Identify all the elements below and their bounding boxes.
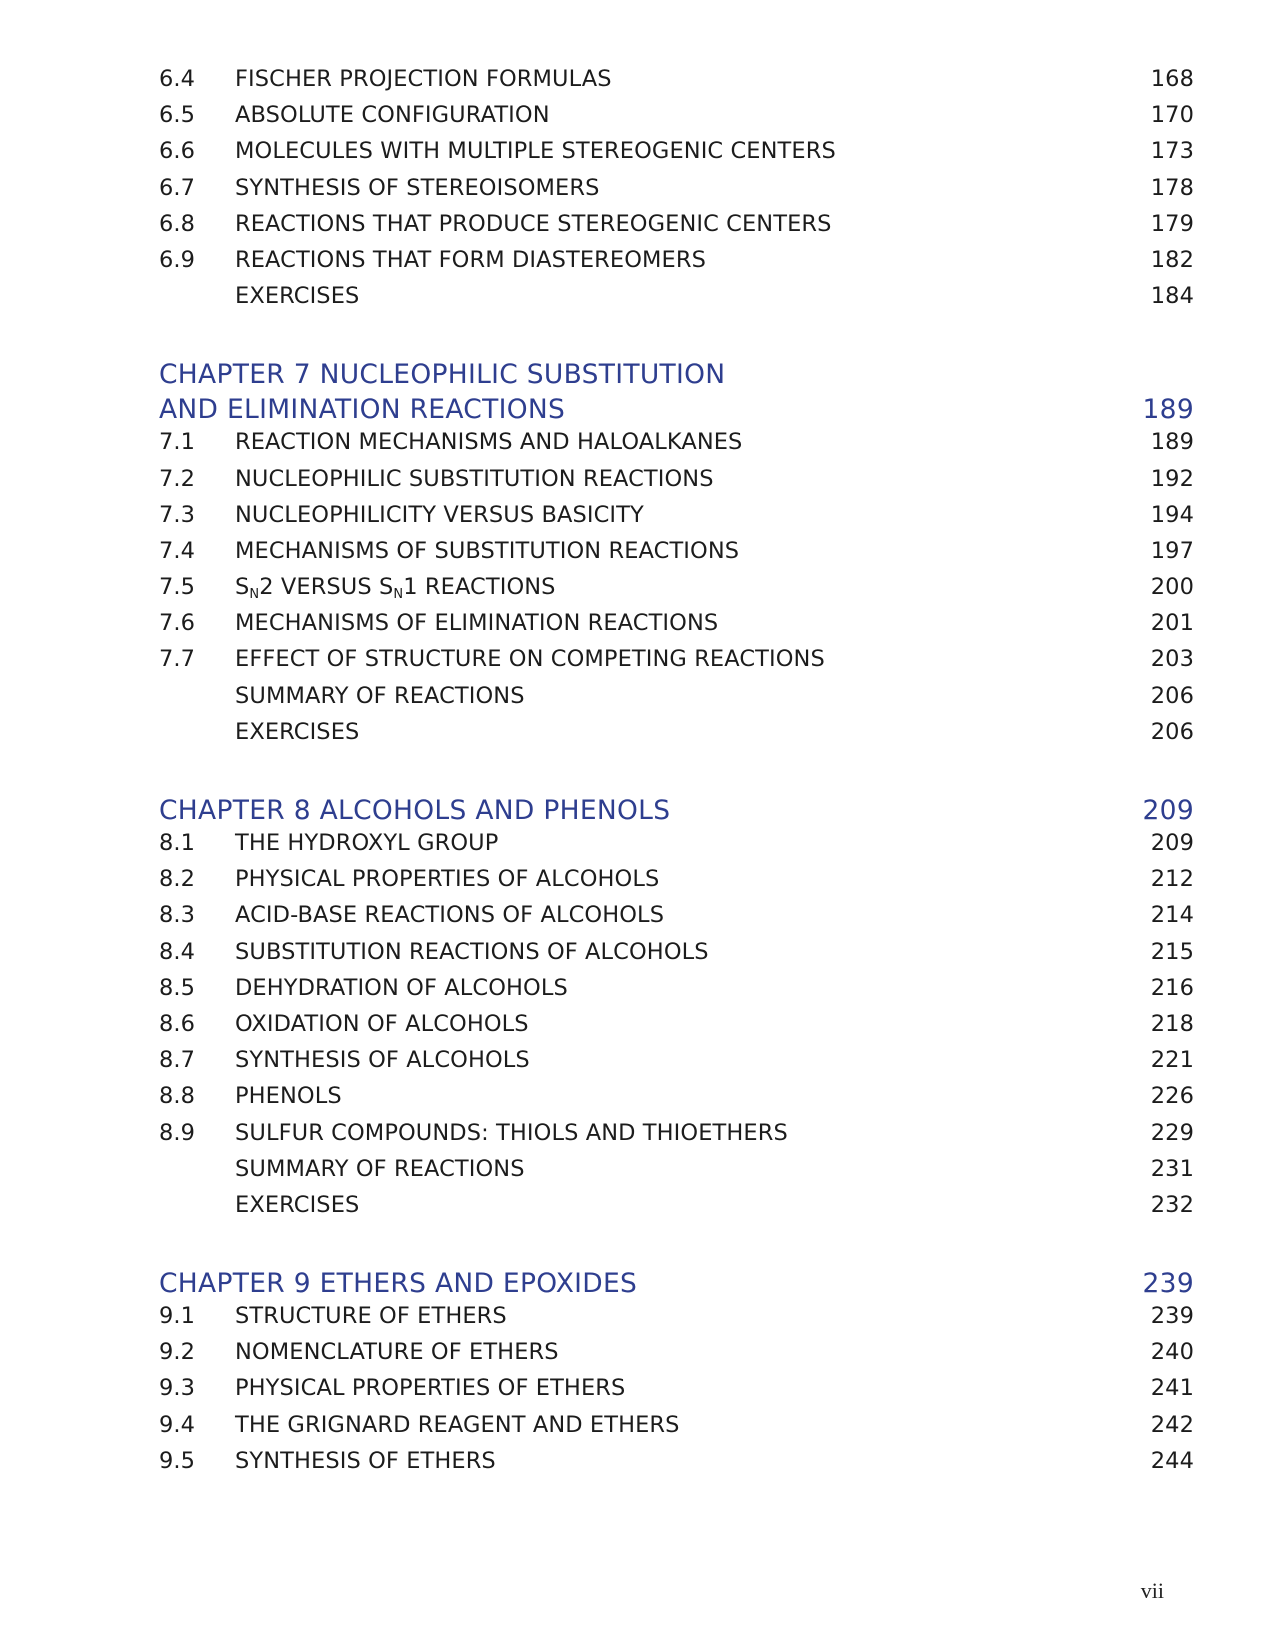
- section-title: NOMENCLATURE OF ETHERS: [235, 1339, 559, 1366]
- toc-entry[interactable]: [159, 1156, 1194, 1192]
- toc-entry[interactable]: [159, 1083, 1194, 1119]
- section-title: ACID-BASE REACTIONS OF ALCOHOLS: [235, 902, 665, 929]
- section-title: SYNTHESIS OF ALCOHOLS: [235, 1047, 530, 1074]
- section-title: MECHANISMS OF SUBSTITUTION REACTIONS: [235, 537, 740, 564]
- section-number: 6.7: [159, 174, 196, 201]
- section-number: 9.3: [159, 1375, 196, 1402]
- toc-entry[interactable]: [159, 574, 1194, 610]
- section-page-number: 239: [1150, 1303, 1194, 1330]
- toc-entry[interactable]: [159, 102, 1194, 138]
- section-number: 6.9: [159, 246, 196, 273]
- chapter-title-line: CHAPTER 9 ETHERS AND EPOXIDES: [159, 1268, 638, 1300]
- section-page-number: 232: [1150, 1191, 1194, 1218]
- toc-entry[interactable]: [159, 1011, 1194, 1047]
- section-number: 8.4: [159, 938, 196, 965]
- section-number: 8.7: [159, 1047, 196, 1074]
- section-page-number: 244: [1150, 1447, 1194, 1474]
- toc-entry[interactable]: [159, 1339, 1194, 1375]
- toc-entry[interactable]: [159, 719, 1194, 755]
- section-page-number: 212: [1150, 866, 1194, 893]
- section-page-number: 226: [1150, 1083, 1194, 1110]
- section-number: 7.1: [159, 429, 196, 456]
- toc-entry[interactable]: [159, 683, 1194, 719]
- section-page-number: 206: [1150, 682, 1194, 709]
- toc-entry[interactable]: [159, 211, 1194, 247]
- section-page-number: 170: [1150, 102, 1194, 129]
- table-of-contents: [159, 66, 1194, 1484]
- section-number: 9.5: [159, 1447, 196, 1474]
- section-title: SYNTHESIS OF ETHERS: [235, 1447, 496, 1474]
- toc-entry[interactable]: [159, 939, 1194, 975]
- section-title: REACTION MECHANISMS AND HALOALKANES: [235, 429, 743, 456]
- toc-entry[interactable]: [159, 502, 1194, 538]
- section-number: 7.3: [159, 501, 196, 528]
- section-page-number: 242: [1150, 1411, 1194, 1438]
- section-number: 7.2: [159, 465, 196, 492]
- chapter-heading[interactable]: [159, 357, 1194, 427]
- toc-entry[interactable]: [159, 175, 1194, 211]
- chapter-heading[interactable]: [159, 793, 1194, 828]
- section-title: ABSOLUTE CONFIGURATION: [235, 102, 550, 129]
- toc-entry[interactable]: [159, 1047, 1194, 1083]
- section-number: 8.6: [159, 1010, 196, 1037]
- section-title: REACTIONS THAT FORM DIASTEREOMERS: [235, 246, 706, 273]
- section-page-number: 221: [1150, 1047, 1194, 1074]
- section-title: SULFUR COMPOUNDS: THIOLS AND THIOETHERS: [235, 1119, 788, 1146]
- section-title: MOLECULES WITH MULTIPLE STEREOGENIC CENTERS: [235, 138, 836, 165]
- section-page-number: 194: [1150, 501, 1194, 528]
- toc-entry[interactable]: [159, 1375, 1194, 1411]
- section-page-number: 218: [1150, 1010, 1194, 1037]
- title-text-part: 2 VERSUS S: [259, 574, 394, 601]
- title-text-part: S: [235, 574, 250, 601]
- toc-entry[interactable]: [159, 538, 1194, 574]
- section-title: NUCLEOPHILICITY VERSUS BASICITY: [235, 501, 644, 528]
- section-page-number: 209: [1150, 830, 1194, 856]
- section-page-number: 214: [1150, 902, 1194, 929]
- toc-entry[interactable]: [159, 429, 1194, 465]
- toc-entry[interactable]: [159, 830, 1194, 866]
- section-page-number: 206: [1150, 718, 1194, 745]
- chapter-title-line: CHAPTER 7 NUCLEOPHILIC SUBSTITUTION: [159, 359, 726, 391]
- section-number: 6.6: [159, 138, 196, 165]
- toc-entry[interactable]: [159, 1120, 1194, 1156]
- section-title: NUCLEOPHILIC SUBSTITUTION REACTIONS: [235, 465, 714, 492]
- page-number-folio: vii: [1140, 1578, 1164, 1603]
- section-number: 8.8: [159, 1083, 196, 1110]
- section-page-number: 231: [1150, 1155, 1194, 1182]
- section-page-number: 201: [1150, 610, 1194, 637]
- section-page-number: 173: [1150, 138, 1194, 165]
- section-page-number: 168: [1150, 66, 1194, 92]
- section-number: 7.6: [159, 610, 196, 637]
- section-title: OXIDATION OF ALCOHOLS: [235, 1010, 529, 1037]
- toc-entry[interactable]: [159, 66, 1194, 102]
- section-title: SYNTHESIS OF STEREOISOMERS: [235, 174, 600, 201]
- toc-entry[interactable]: [159, 902, 1194, 938]
- section-page-number: 215: [1150, 938, 1194, 965]
- section-title: STRUCTURE OF ETHERS: [235, 1303, 507, 1330]
- toc-entry[interactable]: [159, 283, 1194, 319]
- section-page-number: 184: [1150, 283, 1194, 310]
- section-number: 8.3: [159, 902, 196, 929]
- chapter-heading[interactable]: [159, 1266, 1194, 1301]
- section-page-number: 178: [1150, 174, 1194, 201]
- section-title: EXERCISES: [235, 718, 360, 745]
- section-page-number: 203: [1150, 646, 1194, 673]
- section-number: 9.2: [159, 1339, 196, 1366]
- section-page-number: 197: [1150, 537, 1194, 564]
- section-title: DEHYDRATION OF ALCOHOLS: [235, 974, 568, 1001]
- section-title: FISCHER PROJECTION FORMULAS: [235, 66, 612, 92]
- section-title: MECHANISMS OF ELIMINATION REACTIONS: [235, 610, 719, 637]
- toc-entry[interactable]: [159, 247, 1194, 283]
- section-number: 9.4: [159, 1411, 196, 1438]
- section-title: PHYSICAL PROPERTIES OF ALCOHOLS: [235, 866, 660, 893]
- section-title: PHENOLS: [235, 1083, 342, 1110]
- chapter-title-line: CHAPTER 8 ALCOHOLS AND PHENOLS: [159, 795, 671, 826]
- section-number: 6.8: [159, 210, 196, 237]
- section-page-number: 241: [1150, 1375, 1194, 1402]
- toc-entry[interactable]: [159, 1412, 1194, 1448]
- subscript-text: N: [393, 587, 404, 603]
- section-title: PHYSICAL PROPERTIES OF ETHERS: [235, 1375, 626, 1402]
- section-title: THE GRIGNARD REAGENT AND ETHERS: [235, 1411, 680, 1438]
- chapter-title-line: AND ELIMINATION REACTIONS: [159, 394, 566, 426]
- toc-entry[interactable]: [159, 1448, 1194, 1484]
- section-page-number: 179: [1150, 210, 1194, 237]
- chapter-page-number: 189: [1142, 394, 1194, 426]
- toc-entry[interactable]: [159, 466, 1194, 502]
- toc-entry[interactable]: [159, 1303, 1194, 1339]
- section-page-number: 189: [1150, 429, 1194, 456]
- section-title: EFFECT OF STRUCTURE ON COMPETING REACTIONS: [235, 646, 825, 673]
- section-page-number: 240: [1150, 1339, 1194, 1366]
- section-title: REACTIONS THAT PRODUCE STEREOGENIC CENTERS: [235, 210, 832, 237]
- chapter-page-number: 209: [1142, 795, 1194, 826]
- section-page-number: 200: [1150, 574, 1194, 601]
- section-title: THE HYDROXYL GROUP: [235, 830, 499, 856]
- section-number: 7.5: [159, 574, 196, 601]
- section-number: 8.1: [159, 830, 196, 856]
- toc-entry[interactable]: [159, 1192, 1194, 1228]
- section-page-number: 182: [1150, 246, 1194, 273]
- section-title: EXERCISES: [235, 1191, 360, 1218]
- section-page-number: 192: [1150, 465, 1194, 492]
- section-number: 8.5: [159, 974, 196, 1001]
- section-number: 9.1: [159, 1303, 196, 1330]
- section-title: EXERCISES: [235, 283, 360, 310]
- section-number: 6.4: [159, 66, 196, 92]
- section-number: 8.9: [159, 1119, 196, 1146]
- section-number: 7.4: [159, 537, 196, 564]
- toc-entry[interactable]: [159, 866, 1194, 902]
- toc-entry[interactable]: [159, 138, 1194, 174]
- section-title: SUBSTITUTION REACTIONS OF ALCOHOLS: [235, 938, 709, 965]
- section-number: 8.2: [159, 866, 196, 893]
- toc-entry[interactable]: [159, 610, 1194, 646]
- section-title: SUMMARY OF REACTIONS: [235, 1155, 525, 1182]
- toc-entry[interactable]: [159, 646, 1194, 682]
- section-title: [235, 574, 1134, 603]
- section-title: SUMMARY OF REACTIONS: [235, 682, 525, 709]
- section-number: 7.7: [159, 646, 196, 673]
- subscript-text: N: [249, 587, 260, 603]
- section-page-number: 216: [1150, 974, 1194, 1001]
- toc-entry[interactable]: [159, 975, 1194, 1011]
- chapter-page-number: 239: [1142, 1268, 1194, 1300]
- section-page-number: 229: [1150, 1119, 1194, 1146]
- section-number: 6.5: [159, 102, 196, 129]
- title-text-part: 1 REACTIONS: [403, 574, 556, 601]
